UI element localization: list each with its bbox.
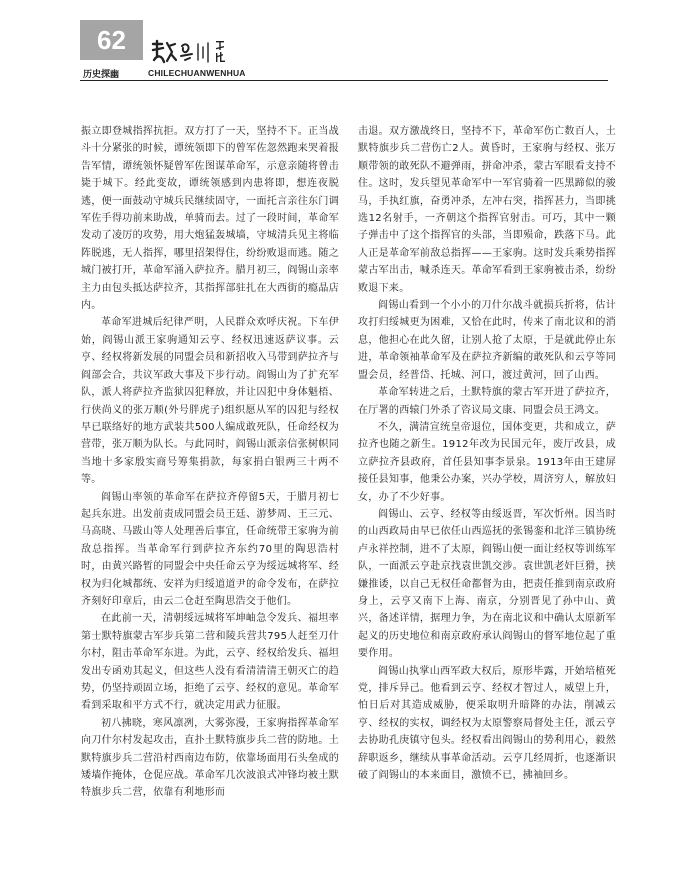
masthead-roman-title: CHILECHUANWENHUA xyxy=(148,68,246,78)
left-paragraph-5: 初八拂晓，寒风凛冽，大雾弥漫，王家驹指挥革命军向刀什尔村发起攻击，直扑土默特旗步兵二营的防地。土默特旗步兵二营沿村西南边布防，依靠场面用石头垒成的矮墙作掩体，仓促应战。革命军几次波浪式冲锋均被土默特旗步兵二营，依靠有利地形而 xyxy=(81,717,339,799)
header-rule xyxy=(80,80,608,81)
right-paragraph-5: 阎锡山执掌山西军政大权后，原形毕露，开始培植死党，排斥异己。他看到云亨、经权才智过人，威望上升，怕日后对其造成威胁，便采取明升暗降的办法，削减云亨、经权的实权，调经权为太原警察局督处主任，派云亨去协助孔庚镇守包头。经权看出阎锡山的势利用心，毅然辞职返乡，继续从事革命活动。云亨几经周折，也逐渐识破了阎锡山的本来面目，激愤不已，拂袖回乡。 xyxy=(358,665,616,782)
right-paragraph-4: 阎锡山、云亨、经权等由绥返晋，军次忻州。因当时的山西政局由早已依任山西巡抚的张锡銮和北洋三镇协统卢永祥控制，进不了太原，阎锡山便一面让经权等训练军队，一面派云亨赴京找袁世凯交涉。袁世凯老奸巨猾，挟嫌推诿，以自己无权任命都督为由，把责任推到南京政府身上，云亨又南下上海、南京，分别晋见了孙中山、黄兴，备述详情，据理力争，为在南北议和中确认太原新军起义的历史地位和南京政府承认阎锡山的督军地位起了重要作用。 xyxy=(358,508,616,660)
right-paragraph-1: 阎锡山看到一个小小的刀什尔战斗就损兵折将，估计攻打归绥城更为困难，又恰在此时，传来了南北议和的消息，他担心在此久留，让别人抢了太原，于是就此停止东进，革命领袖革命军及在萨拉齐新编的敢死队和云亨等同盟会员，经普岱、托城、河口，渡过黄河，回了山西。 xyxy=(358,300,616,381)
page-number: 62 xyxy=(80,20,143,60)
section-label: 历史探幽 xyxy=(83,70,120,80)
right-paragraph-3: 不久，满清宣统皇帝退位，国体变更，共和成立，萨拉齐也随之新生。1912年改为民国元年，废厅改县，成立萨拉齐县政府，首任县知事李景泉。1913年由王建屏接任县知事，他秉公办案，兴办学校，周济穷人，解放妇女，办了不少好事。 xyxy=(358,421,616,503)
article-right-column xyxy=(358,123,616,784)
right-paragraph-lead: 击退。双方激战终日，坚持不下，革命军伤亡数百人，土默特旗步兵二营伤亡2人。黄昏时，王家驹与经权、张万顺带领的敢死队不避弹雨，拼命冲杀，蒙古军眼看支持不住。这时，发兵望见革命军中一军官骑着一匹黑蹄似的骏马，手执红旗，奋勇冲杀，左冲右突，指挥甚力，当即挑选12名射手，一齐朝这个指挥官射击。可巧，其中一颗子弹击中了这个指挥官的头部，当即殒命，跌落下马。此人正是革命军前敌总指挥——王家驹。这时发兵乘势指挥蒙古军出击，喊杀连天。革命军看到王家驹被击杀，纷纷败退下来。 xyxy=(358,126,616,294)
left-paragraph-3: 阎锡山率领的革命军在萨拉齐停留5天，于腊月初七起兵东进。出发前责成同盟会员王廷、游梦周、王三元、马高晓、马跋山等人处理善后事宜，任命统带王家驹为前敌总指挥。当革命军行到萨拉齐东约70里的陶思浩村时，由黄兴路暂的同盟会中央任命云亨为绥远城将军、经权为归化城都统、安祥为归绥道道尹的命令发布，在萨拉齐刻好印章后，由云二仓赶至陶思浩交于他们。 xyxy=(81,491,339,607)
masthead-logo xyxy=(150,38,236,66)
left-paragraph-4: 在此前一天，清朝绥远城将军坤岫急令发兵、福坦率第士默特旗蒙古军步兵第二营和陵兵营共795人赶至刀什尔村，阻击革命军东进。为此，云亨、经权给发兵、福坦发出专函劝其起义，但这些人没有看清清清王朝灭亡的趋势，仍坚持顽固立场，拒绝了云亨、经权的意见。革命军看到采取和平方式不行，就决定用武力征服。 xyxy=(81,613,339,712)
right-paragraph-2: 革命军转进之后，土默特旗的蒙古军开进了萨拉齐，在厅署的西辕门外杀了咨议局文康、同盟会员王鸿文。 xyxy=(358,387,616,416)
left-paragraph-1: 振立即登城指挥抗拒。双方打了一天，坚持不下。正当战斗十分紧张的时候，谭统领即下的曾军佐忽然跑来哭着报告军情，谭统领怀疑曾军佐图谋革命军，示意亲随将曾击毙于城下。经此变故，谭统领感到内患将即，想连夜脱逃，便一面鼓动守城兵民继续固守，一面托言亲往东门调军佐手得功前来助战，单骑而去。过了一段时间，革命军发动了凌厉的攻势，用大炮猛轰城墙，守城清兵见主将临阵脱逃，无人指挥，哪里招架得住，纷纷败退而逃。随之城门被打开，革命军涌入萨拉齐。腊月初三，阎锡山亲率主力由包头抵达萨拉齐，其指挥部驻扎在大西街的瘾晶店内。 xyxy=(81,126,339,312)
left-paragraph-2: 革命军进城后纪律严明，人民群众欢呼庆祝。下车伊始，阎锡山派王家驹通知云亨、经权迅速返萨议事。云亨、经权将新发展的同盟会员和新招收入马带到萨拉齐与阎部会合，共议军政大事及下步行动。阎锡山为了扩充军队，派人将萨拉齐监狱囚犯释放，并让囚犯中身体魁梧、行侠尚义的张万顺(外号胖虎子)组织愿从军的囚犯与经权早已联络好的地方武装共500人编成敢死队，任命经权为营带，张万顺为队长。与此同时，阎锡山派亲信张树帜同当地十多家殷实商号筹集捐款，每家捐白银两三十两不等。 xyxy=(81,317,339,486)
article-left-column xyxy=(81,123,339,802)
